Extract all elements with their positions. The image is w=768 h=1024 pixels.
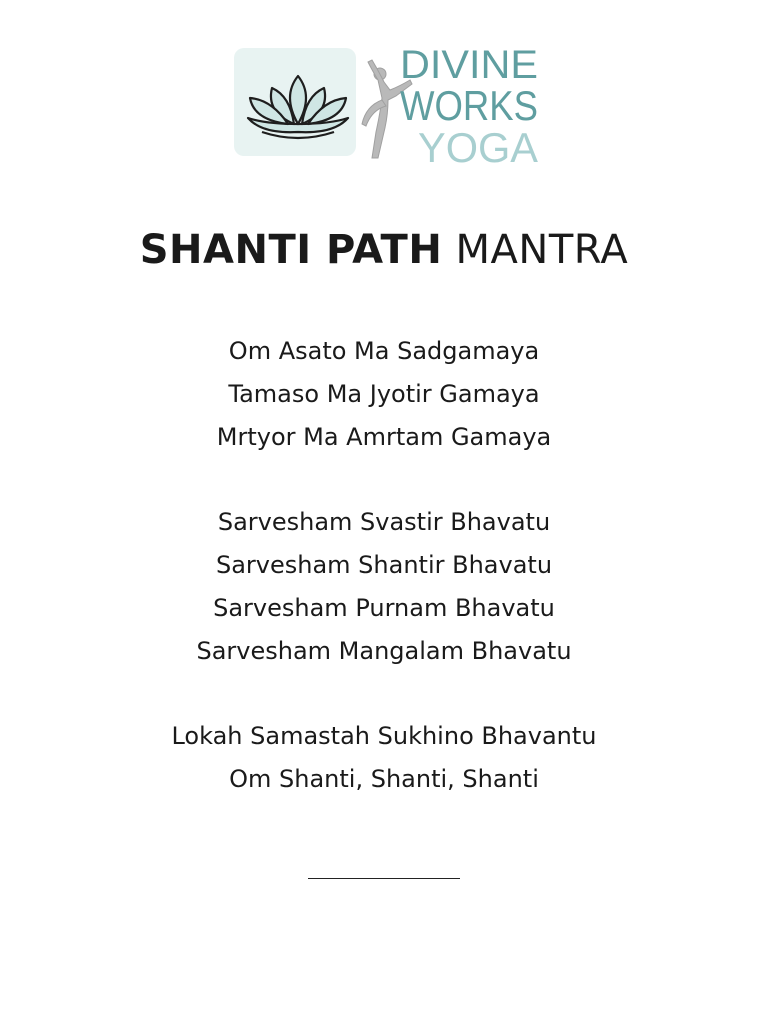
- verse-line: Sarvesham Mangalam Bhavatu: [196, 637, 572, 665]
- verse-line: Lokah Samastah Sukhino Bhavantu: [171, 722, 597, 750]
- verse-line: Sarvesham Svastir Bhavatu: [217, 508, 551, 536]
- verse-line: Om Asato Ma Sadgamaya: [228, 337, 540, 365]
- logo-word-works: WORKS: [400, 82, 538, 129]
- logo-graphic: [232, 40, 542, 171]
- divine-works-yoga-logo: [232, 40, 542, 171]
- page-title: [0, 222, 768, 278]
- verse-3: [0, 715, 768, 801]
- verse-line: Sarvesham Purnam Bhavatu: [213, 594, 555, 622]
- verse-1: [0, 330, 768, 459]
- signature-line: [308, 878, 460, 879]
- logo-word-yoga: YOGA: [418, 124, 538, 171]
- verse-line: Sarvesham Shantir Bhavatu: [215, 551, 553, 579]
- verse-line: Mrtyor Ma Amrtam Gamaya: [216, 423, 552, 451]
- title-bold: SHANTI PATH: [139, 227, 443, 273]
- verse-line: Tamaso Ma Jyotir Gamaya: [228, 380, 540, 408]
- logo-word-divine: DIVINE: [400, 43, 538, 87]
- title-light: MANTRA: [455, 227, 629, 273]
- verse-2: [0, 501, 768, 673]
- verse-line: Om Shanti, Shanti, Shanti: [229, 765, 539, 793]
